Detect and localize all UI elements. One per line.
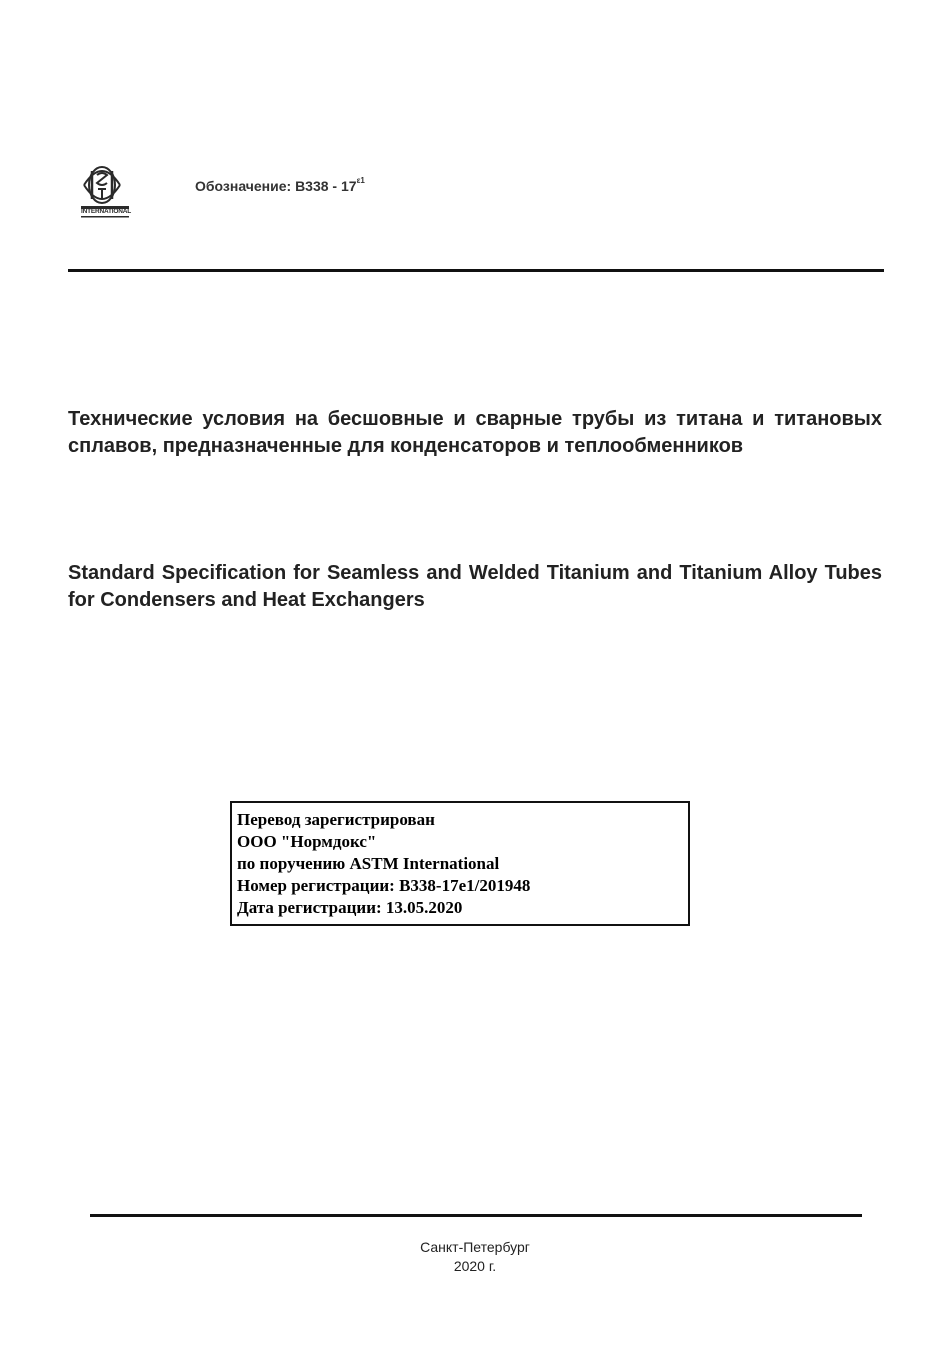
designation [195,178,365,194]
registration-line-1: Перевод зарегистрирован [237,810,435,829]
title-english: Standard Specification for Seamless and Welded Titanium and Titanium Alloy Tubes for Condensers and Heat Exchangers [68,562,882,611]
designation-label: Обозначение: B338 - 17 [195,178,357,194]
title-russian: Технические условия на бесшовные и сварные трубы из титана и титановых сплавов, предназначенные для конденсаторов и теплообменников [68,408,882,457]
astm-logo [78,163,132,221]
registration-line-3: по поручению ASTM International [237,854,500,873]
logo-text: INTERNATIONAL [81,208,131,215]
designation-superscript: ε1 [356,176,365,185]
footer-year: 2020 г. [453,1258,497,1274]
registration-date: Дата регистрации: 13.05.2020 [237,898,463,917]
registration-line-2: ООО "Нормдокс" [237,832,377,851]
registration-number: Номер регистрации: B338-17e1/201948 [237,876,531,895]
registration-box [230,801,690,926]
bottom-divider [90,1214,862,1217]
top-divider [68,269,884,272]
footer-city: Санкт-Петербург [420,1239,530,1255]
footer [0,1238,950,1276]
